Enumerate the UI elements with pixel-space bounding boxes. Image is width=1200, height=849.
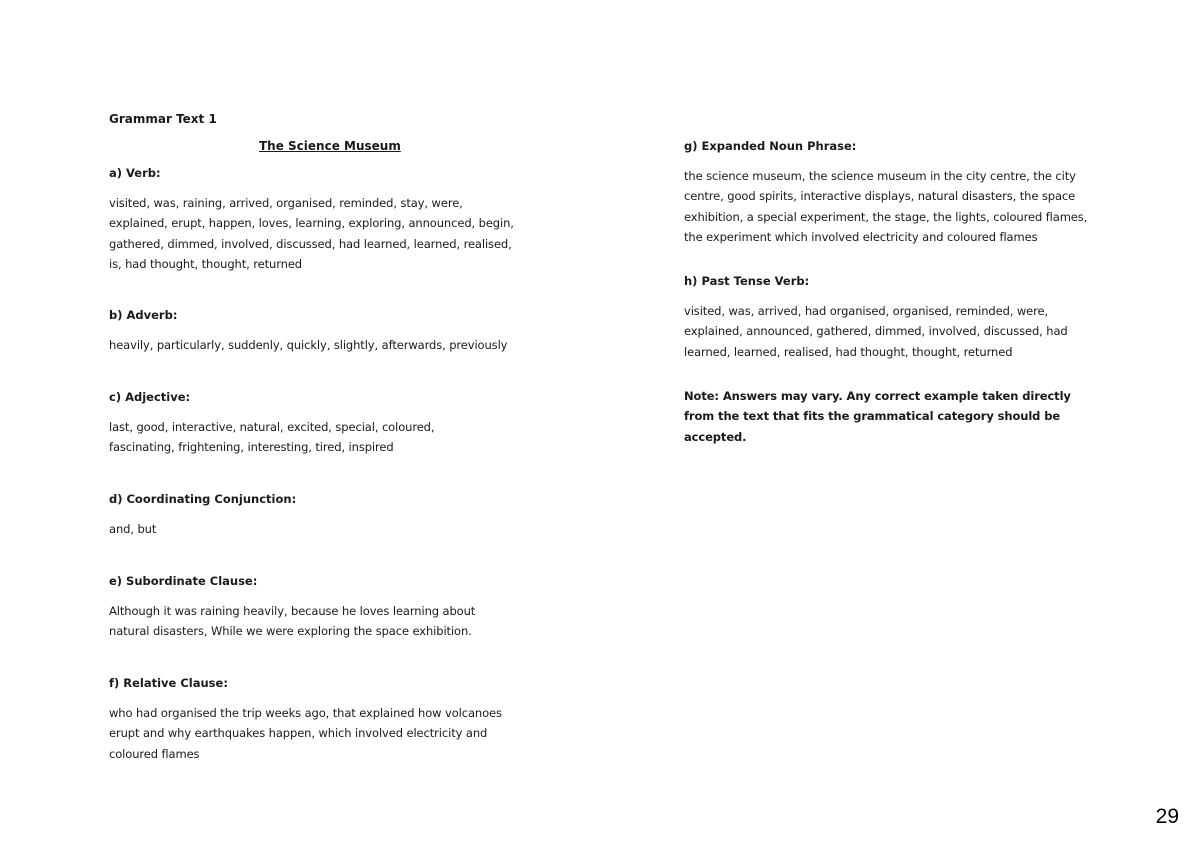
section-verb — [109, 165, 517, 275]
marking-note: Note: Answers may vary. Any correct example taken directly from the text that fits the grammatical category should be accepted. — [684, 389, 1071, 444]
section-adverb — [109, 307, 517, 355]
section-answer: last, good, interactive, natural, excited, special, coloured, fascinating, frightening, interesting, tired, inspired — [109, 420, 435, 455]
section-heading: a) Verb: — [109, 166, 161, 180]
section-adjective — [109, 389, 479, 458]
section-answer: and, but — [109, 522, 157, 536]
section-heading: d) Coordinating Conjunction: — [109, 492, 297, 506]
document-title: Grammar Text 1 — [109, 112, 217, 126]
page-number: 29 — [1155, 805, 1179, 828]
section-heading: b) Adverb: — [109, 308, 178, 322]
section-subordinate-clause — [109, 573, 489, 642]
section-expanded-noun-phrase — [684, 138, 1096, 248]
section-past-tense-verb — [684, 273, 1069, 362]
section-heading: c) Adjective: — [109, 390, 191, 404]
section-coordinating-conjunction — [109, 491, 517, 539]
section-heading: h) Past Tense Verb: — [684, 274, 810, 288]
section-answer: the science museum, the science museum in the city centre, the city centre, good spirits, interactive displays, natural disasters, the space exhibition, a special experiment, the stage, the lights, coloured flames, the experiment which involved electricity and coloured flames — [684, 169, 1088, 245]
section-answer: Although it was raining heavily, because he loves learning about natural disasters, While we were exploring the space exhibition. — [109, 604, 476, 639]
section-relative-clause — [109, 675, 511, 764]
section-answer: who had organised the trip weeks ago, that explained how volcanoes erupt and why earthquakes happen, which involved electricity and coloured flames — [109, 706, 502, 761]
story-title: The Science Museum — [259, 139, 401, 153]
section-answer: visited, was, arrived, had organised, organised, reminded, were, explained, announced, gathered, dimmed, involved, discussed, had learned, learned, realised, had thought, thought, returned — [684, 304, 1068, 359]
section-heading: f) Relative Clause: — [109, 676, 228, 690]
section-answer: visited, was, raining, arrived, organised, reminded, stay, were, explained, erupt, happen, loves, learning, exploring, announced, begin, gathered, dimmed, involved, discussed, had learned, learned, realised, is, had thought, thought, returned — [109, 196, 514, 272]
section-answer: heavily, particularly, suddenly, quickly, slightly, afterwards, previously — [109, 338, 508, 352]
section-heading: e) Subordinate Clause: — [109, 574, 258, 588]
section-heading: g) Expanded Noun Phrase: — [684, 139, 857, 153]
